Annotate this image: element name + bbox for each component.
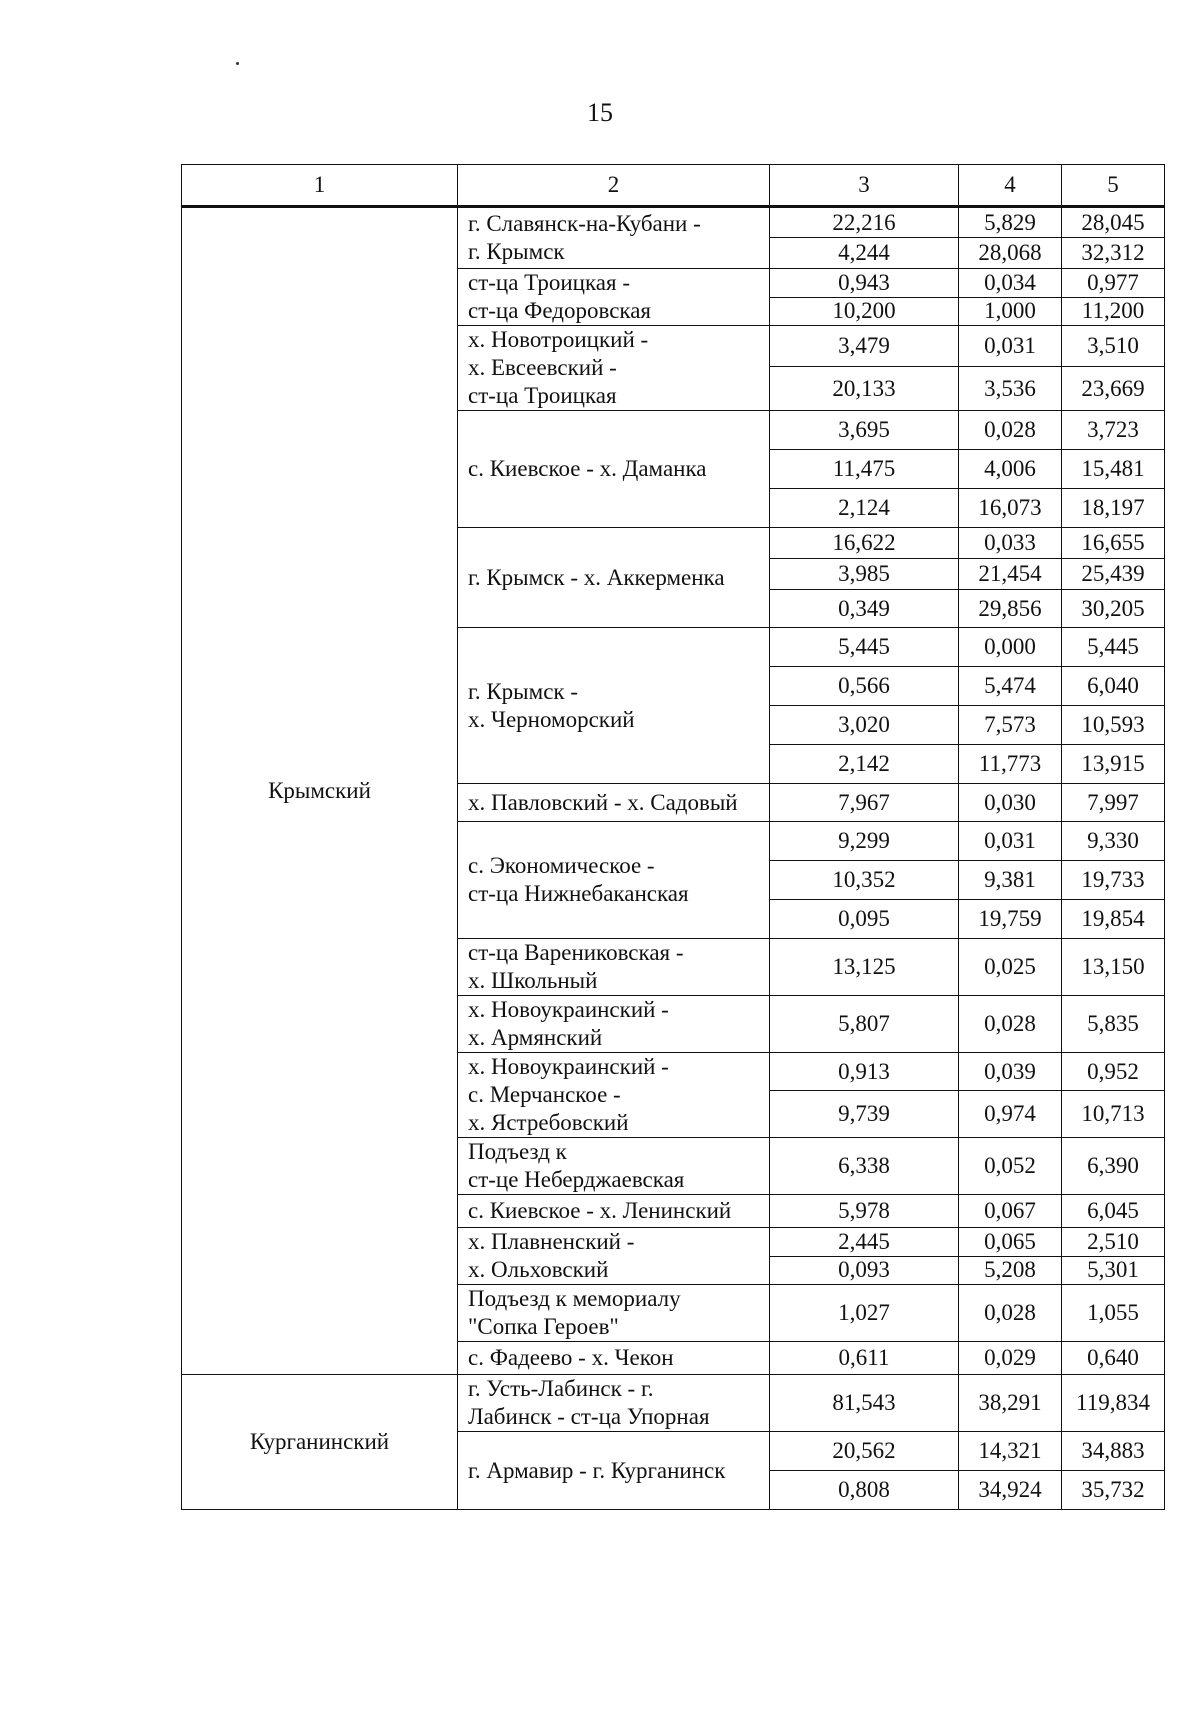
value-col3: 81,543 [770,1375,959,1432]
segment-name-line: х. Ольховский [468,1257,609,1282]
value-col4: 9,381 [959,861,1062,900]
value-col3: 20,562 [770,1432,959,1471]
value-col4: 16,073 [959,489,1062,528]
value-col3: 11,475 [770,450,959,489]
segment-name-line: с. Мерчанское - [468,1082,621,1107]
value-col5: 0,952 [1062,1053,1165,1091]
segment-name-line: х. Новоукраинский - [468,997,669,1022]
segment-name [458,996,770,1053]
value-col3: 5,445 [770,628,959,667]
value-col3: 3,985 [770,559,959,590]
value-col5: 3,723 [1062,411,1165,450]
segment-name-line: Лабинск - ст-ца Упорная [468,1404,710,1429]
value-col4: 4,006 [959,450,1062,489]
segment-name [458,939,770,996]
value-col5: 0,977 [1062,269,1165,298]
value-col3: 0,943 [770,269,959,298]
speck-mark [236,62,239,65]
value-col5: 19,854 [1062,900,1165,939]
header-cell: 1 [182,165,458,207]
segment-name-line: х. Школьный [468,968,598,993]
segment-name [458,628,770,784]
segment-name [458,207,770,269]
value-col4: 0,000 [959,628,1062,667]
segment-name [458,784,770,822]
segment-name [458,269,770,326]
segment-name-line: х. Ястребовский [468,1110,629,1135]
value-col4: 0,028 [959,411,1062,450]
segment-name-line: г. Крымск - [468,678,578,704]
segment-name-line: х. Павловский - х. Садовый [468,789,738,815]
value-col4: 28,068 [959,238,1062,269]
value-col4: 21,454 [959,559,1062,590]
table-body [182,207,1165,1510]
value-col4: 0,030 [959,784,1062,822]
value-col3: 9,739 [770,1091,959,1138]
value-col5: 16,655 [1062,528,1165,559]
value-col3: 5,807 [770,996,959,1053]
value-col4: 0,974 [959,1091,1062,1138]
value-col4: 0,039 [959,1053,1062,1091]
value-col5: 19,733 [1062,861,1165,900]
segment-name-line: Подъезд к мемориалу [468,1286,681,1311]
value-col5: 32,312 [1062,238,1165,269]
value-col4: 0,031 [959,822,1062,861]
value-col3: 22,216 [770,207,959,238]
value-col5: 30,205 [1062,590,1165,628]
value-col4: 14,321 [959,1432,1062,1471]
value-col5: 3,510 [1062,326,1165,367]
value-col3: 7,967 [770,784,959,822]
value-col4: 0,029 [959,1342,1062,1375]
value-col5: 6,040 [1062,667,1165,706]
value-col3: 2,124 [770,489,959,528]
header-cell: 3 [770,165,959,207]
table-row [182,207,1165,238]
segment-name [458,1195,770,1228]
value-col4: 0,034 [959,269,1062,298]
segment-name-line: ст-ца Федоровская [468,298,652,323]
value-col4: 0,028 [959,996,1062,1053]
road-length-table [181,164,1165,1510]
segment-name [458,822,770,939]
segment-name-line: х. Черноморский [468,706,635,732]
value-col5: 10,593 [1062,706,1165,745]
segment-name [458,528,770,628]
value-col5: 23,669 [1062,367,1165,411]
segment-name-line: ст-ца Троицкая [468,383,617,408]
segment-name-line: г. Славянск-на-Кубани - [468,211,701,236]
value-col4: 5,208 [959,1256,1062,1285]
value-col4: 34,924 [959,1471,1062,1510]
value-col5: 5,445 [1062,628,1165,667]
segment-name-line: ст-ца Нижнебаканская [468,881,689,906]
segment-name-line: ст-це Неберджаевская [468,1167,685,1192]
value-col4: 38,291 [959,1375,1062,1432]
page-number: 15 [587,98,613,127]
value-col4: 0,031 [959,326,1062,367]
segment-name-line: Подъезд к [468,1139,567,1164]
segment-name-line: с. Киевское - х. Даманка [468,456,707,481]
value-col4: 5,474 [959,667,1062,706]
segment-name-line: ст-ца Варениковская - [468,940,684,965]
value-col3: 13,125 [770,939,959,996]
value-col5: 0,640 [1062,1342,1165,1375]
value-col4: 11,773 [959,745,1062,784]
value-col3: 20,133 [770,367,959,411]
value-col3: 3,695 [770,411,959,450]
segment-name-line: с. Киевское - х. Ленинский [468,1198,732,1223]
segment-name [458,1053,770,1138]
value-col5: 25,439 [1062,559,1165,590]
header-row [182,165,1165,207]
value-col3: 5,978 [770,1195,959,1228]
segment-name [458,411,770,528]
segment-name-line: г. Армавир - г. Курганинск [468,1457,726,1483]
segment-name-line: с. Фадеево - х. Чекон [468,1345,674,1370]
value-col3: 2,445 [770,1228,959,1257]
value-col4: 0,065 [959,1228,1062,1257]
segment-name [458,1138,770,1195]
segment-name-line: х. Армянский [468,1025,603,1050]
header-cell: 4 [959,165,1062,207]
segment-name-line: г. Крымск [468,239,565,264]
value-col3: 10,200 [770,297,959,326]
header-cell: 2 [458,165,770,207]
value-col5: 2,510 [1062,1228,1165,1257]
value-col5: 28,045 [1062,207,1165,238]
value-col3: 2,142 [770,745,959,784]
value-col3: 0,349 [770,590,959,628]
value-col3: 0,093 [770,1256,959,1285]
segment-name-line: х. Новотроицкий - [468,327,649,352]
segment-name [458,1432,770,1510]
value-col3: 0,095 [770,900,959,939]
value-col4: 0,028 [959,1285,1062,1342]
value-col5: 34,883 [1062,1432,1165,1471]
value-col3: 4,244 [770,238,959,269]
header-cell: 5 [1062,165,1165,207]
value-col4: 19,759 [959,900,1062,939]
value-col5: 15,481 [1062,450,1165,489]
value-col5: 5,835 [1062,996,1165,1053]
value-col4: 0,052 [959,1138,1062,1195]
value-col5: 11,200 [1062,297,1165,326]
value-col3: 16,622 [770,528,959,559]
value-col5: 10,713 [1062,1091,1165,1138]
value-col4: 0,033 [959,528,1062,559]
value-col5: 5,301 [1062,1256,1165,1285]
value-col5: 1,055 [1062,1285,1165,1342]
segment-name [458,1228,770,1285]
value-col3: 3,020 [770,706,959,745]
segment-name [458,326,770,411]
value-col4: 3,536 [959,367,1062,411]
value-col3: 9,299 [770,822,959,861]
value-col3: 0,611 [770,1342,959,1375]
value-col4: 5,829 [959,207,1062,238]
value-col3: 1,027 [770,1285,959,1342]
value-col3: 6,338 [770,1138,959,1195]
value-col3: 0,566 [770,667,959,706]
segment-name-line: х. Евсеевский - [468,355,617,380]
segment-name-line: г. Усть-Лабинск - г. [468,1376,654,1401]
value-col4: 0,067 [959,1195,1062,1228]
value-col3: 0,808 [770,1471,959,1510]
value-col4: 7,573 [959,706,1062,745]
value-col5: 6,045 [1062,1195,1165,1228]
segment-name [458,1285,770,1342]
value-col3: 0,913 [770,1053,959,1091]
value-col5: 18,197 [1062,489,1165,528]
value-col5: 6,390 [1062,1138,1165,1195]
segment-name-line: х. Новоукраинский - [468,1054,669,1079]
table-row [182,1375,1165,1432]
value-col4: 29,856 [959,590,1062,628]
segment-name-line: ст-ца Троицкая - [468,270,630,295]
segment-name-line: х. Плавненский - [468,1229,635,1254]
value-col3: 10,352 [770,861,959,900]
segment-name-line: г. Крымск - х. Аккерменка [468,564,725,590]
value-col4: 0,025 [959,939,1062,996]
district-name: Крымский [182,207,458,1375]
value-col5: 13,915 [1062,745,1165,784]
value-col3: 3,479 [770,326,959,367]
segment-name-line: "Сопка Героев" [468,1314,619,1339]
value-col5: 7,997 [1062,784,1165,822]
value-col5: 9,330 [1062,822,1165,861]
segment-name [458,1342,770,1375]
segment-name-line: с. Экономическое - [468,853,655,878]
district-name: Курганинский [182,1375,458,1510]
value-col4: 1,000 [959,297,1062,326]
value-col5: 119,834 [1062,1375,1165,1432]
value-col5: 13,150 [1062,939,1165,996]
value-col5: 35,732 [1062,1471,1165,1510]
segment-name [458,1375,770,1432]
